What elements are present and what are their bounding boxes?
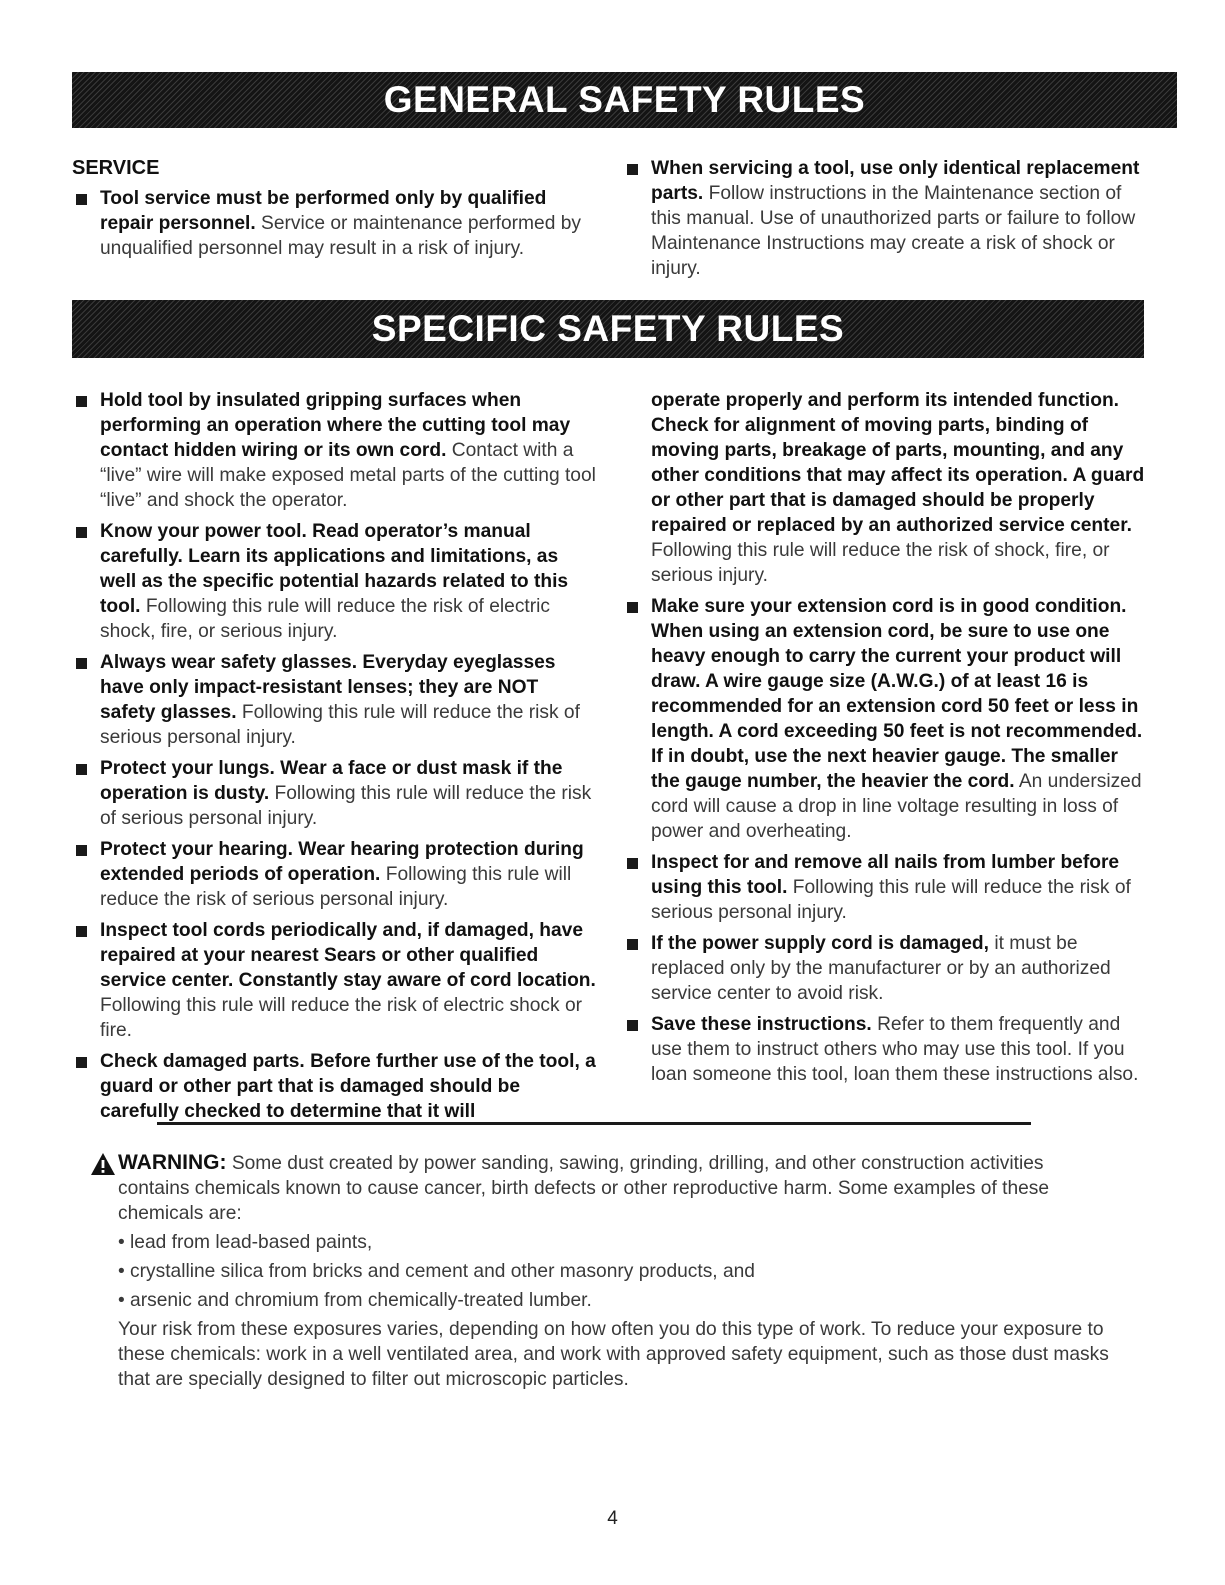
warning-label: WARNING: [118,1151,227,1174]
safety-rule: Inspect tool cords periodically and, if damaged, have repaired at your nearest Sears or other qualified service center. Constantly stay aware of cord location. Following this rule will reduce the risk of electric shock or fire. [66,918,596,1043]
safety-rule-continuation: operate properly and perform its intended function. Check for alignment of moving parts, binding of moving parts, breakage of parts, mounting, and any other conditions that may affect its operation. A guard or other part that is damaged should be properly repaired or replaced by an authorized service center. Following this rule will reduce the risk of shock, fire, or serious injury. [651,390,1145,586]
page-number: 4 [607,1508,618,1529]
safety-rule: Know your power tool. Read operator’s manual carefully. Learn its applications and limitations, as well as the specific potential hazards related to this tool. Following this rule will reduce the risk of electric shock, fire, or serious injury. [66,519,596,644]
safety-rule: If the power supply cord is damaged, it must be replaced only by the manufacturer or by an authorized service center to avoid risk. [617,931,1152,1006]
general-safety-rules-banner [72,72,1177,128]
specific-left-column [66,388,596,1130]
safety-rule: Always wear safety glasses. Everyday eyeglasses have only impact-resistant lenses; they are NOT safety glasses. Following this rule will reduce the risk of serious personal injury. [66,650,596,750]
safety-rule: Protect your hearing. Wear hearing protection during extended periods of operation. Following this rule will reduce the risk of serious personal injury. [66,837,596,912]
warning-item: • crystalline silica from bricks and cement and other masonry products, and [118,1261,755,1282]
safety-rule: Protect your lungs. Wear a face or dust mask if the operation is dusty. Following this rule will reduce the risk of serious personal injury. [66,756,596,831]
service-left-column [66,186,586,267]
safety-rule: Save these instructions. Refer to them frequently and use them to instruct others who may use this tool. If you loan someone this tool, loan them these instructions also. [617,1012,1152,1087]
safety-rule: Inspect for and remove all nails from lumber before using this tool. Following this rule will reduce the risk of serious personal injury. [617,850,1152,925]
warning-item: • arsenic and chromium from chemically-treated lumber. [118,1290,592,1311]
safety-rule: Make sure your extension cord is in good condition. When using an extension cord, be sure to use one heavy enough to carry the current your product will draw. A wire gauge size (A.W.G.) of at least 16 is recommended for an extension cord 50 feet or less in length. A cord exceeding 50 feet is not recommended. If in doubt, use the next heavier gauge. The smaller the gauge number, the heavier the cord. An undersized cord will cause a drop in line voltage resulting in loss of power and overheating. [617,594,1152,844]
specific-safety-rules-banner [72,300,1144,358]
safety-rule: Hold tool by insulated gripping surfaces when performing an operation where the cutting tool may contact hidden wiring or its own cord. Contact with a “live” wire will make exposed metal parts of the cutting tool “live” and shock the operator. [66,388,596,513]
warning-item: • lead from lead-based paints, [118,1232,373,1253]
warning-closing: Your risk from these exposures varies, depending on how often you do this type of work. To reduce your exposure to these chemicals: work in a well ventilated area, and work with approved safety equipment, such as those dust masks that are specially designed to filter out microscopic particles. [118,1319,1109,1390]
warning-triangle-icon [90,1152,116,1176]
specific-right-column [617,388,1152,1093]
warning-intro: WARNING: Some dust created by power sanding, sawing, grinding, drilling, and other construction activities contains chemicals known to cause cancer, birth defects or other reproductive harm. Some examples of these chemicals are: [118,1151,1050,1224]
warning-block [118,1150,1118,1396]
service-heading: SERVICE [72,157,160,179]
divider-line [157,1122,1031,1125]
general-safety-rules-title: GENERAL SAFETY RULES [383,79,866,120]
service-rule: When servicing a tool, use only identical replacement parts. Follow instructions in the Maintenance section of this manual. Use of unauthorized parts or failure to follow Maintenance Instructions may create a risk of shock or injury. [617,156,1147,281]
specific-safety-rules-title: SPECIFIC SAFETY RULES [371,308,845,349]
service-rule: Tool service must be performed only by qualified repair personnel. Service or maintenance performed by unqualified personnel may result in a risk of injury. [66,186,586,261]
safety-rule: Check damaged parts. Before further use of the tool, a guard or other part that is damaged should be carefully checked to determine that it will [66,1049,596,1124]
service-right-column [617,156,1147,287]
